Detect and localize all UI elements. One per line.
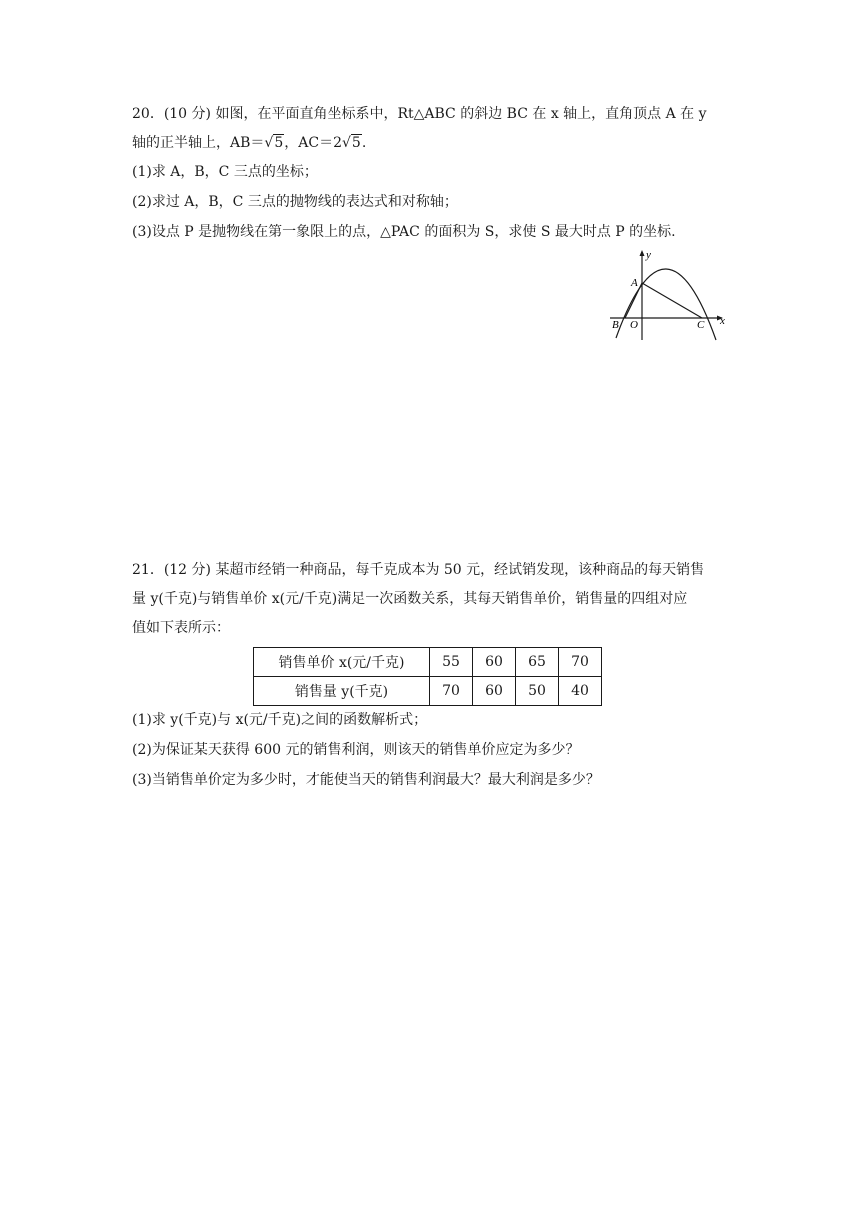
table-cell: 50 bbox=[516, 677, 559, 706]
q21-part3: (3)当销售单价定为多少时，才能使当天的销售利润最大？最大利润是多少？ bbox=[132, 772, 600, 788]
q20-statement-line2 bbox=[132, 134, 366, 152]
segment-ac bbox=[642, 283, 702, 318]
q20-part2: (2)求过 A，B，C 三点的抛物线的表达式和对称轴； bbox=[132, 194, 458, 210]
sqrt-ac: √5 bbox=[341, 135, 361, 151]
q21-statement-line3: 值如下表所示： bbox=[132, 620, 230, 636]
table-header-sales: 销售量 y(千克) bbox=[254, 677, 430, 706]
q20-part1: (1)求 A，B，C 三点的坐标； bbox=[132, 164, 318, 180]
sqrt-ab: √5 bbox=[264, 135, 284, 151]
parabola-figure bbox=[606, 244, 730, 342]
table-cell: 60 bbox=[473, 648, 516, 677]
q20-line2-mid: ，AC＝2 bbox=[284, 135, 342, 151]
table-cell: 55 bbox=[430, 648, 473, 677]
ac-radicand: 5 bbox=[351, 135, 361, 151]
q20-line2-pre: 轴的正半轴上，AB＝ bbox=[132, 135, 265, 151]
label-x: x bbox=[720, 315, 725, 327]
table-header-price: 销售单价 x(元/千克) bbox=[254, 648, 430, 677]
label-y: y bbox=[646, 249, 651, 261]
q21-statement-line2: 量 y(千克)与销售单价 x(元/千克)满足一次函数关系，其每天销售单价，销售量的四组对应 bbox=[132, 591, 688, 607]
table-cell: 65 bbox=[516, 648, 559, 677]
q21-part2: (2)为保证某天获得 600 元的销售利润，则该天的销售单价应定为多少？ bbox=[132, 742, 580, 758]
q21-statement-line1: 21．(12 分) 某超市经销一种商品，每千克成本为 50 元，经试销发现，该种商品的每天销售 bbox=[132, 562, 705, 578]
q20-line2-end: . bbox=[361, 135, 367, 151]
y-axis-arrow bbox=[640, 250, 645, 256]
label-a: A bbox=[631, 277, 638, 289]
ab-radicand: 5 bbox=[274, 135, 284, 151]
table-cell: 60 bbox=[473, 677, 516, 706]
label-o: O bbox=[630, 319, 638, 331]
label-b: B bbox=[612, 319, 619, 331]
q20-part3: (3)设点 P 是抛物线在第一象限上的点，△PAC 的面积为 S，求使 S 最大时点 P 的坐标. bbox=[132, 224, 676, 240]
table-cell: 40 bbox=[559, 677, 602, 706]
price-sales-table bbox=[253, 647, 602, 706]
table-cell: 70 bbox=[559, 648, 602, 677]
label-c: C bbox=[697, 319, 705, 331]
table-cell: 70 bbox=[430, 677, 473, 706]
table-row-price bbox=[254, 648, 602, 677]
q20-statement-line1: 20．(10 分) 如图，在平面直角坐标系中，Rt△ABC 的斜边 BC 在 x 轴上，直角顶点 A 在 y bbox=[132, 106, 707, 122]
q21-part1: (1)求 y(千克)与 x(元/千克)之间的函数解析式； bbox=[132, 712, 428, 728]
table-row-sales bbox=[254, 677, 602, 706]
